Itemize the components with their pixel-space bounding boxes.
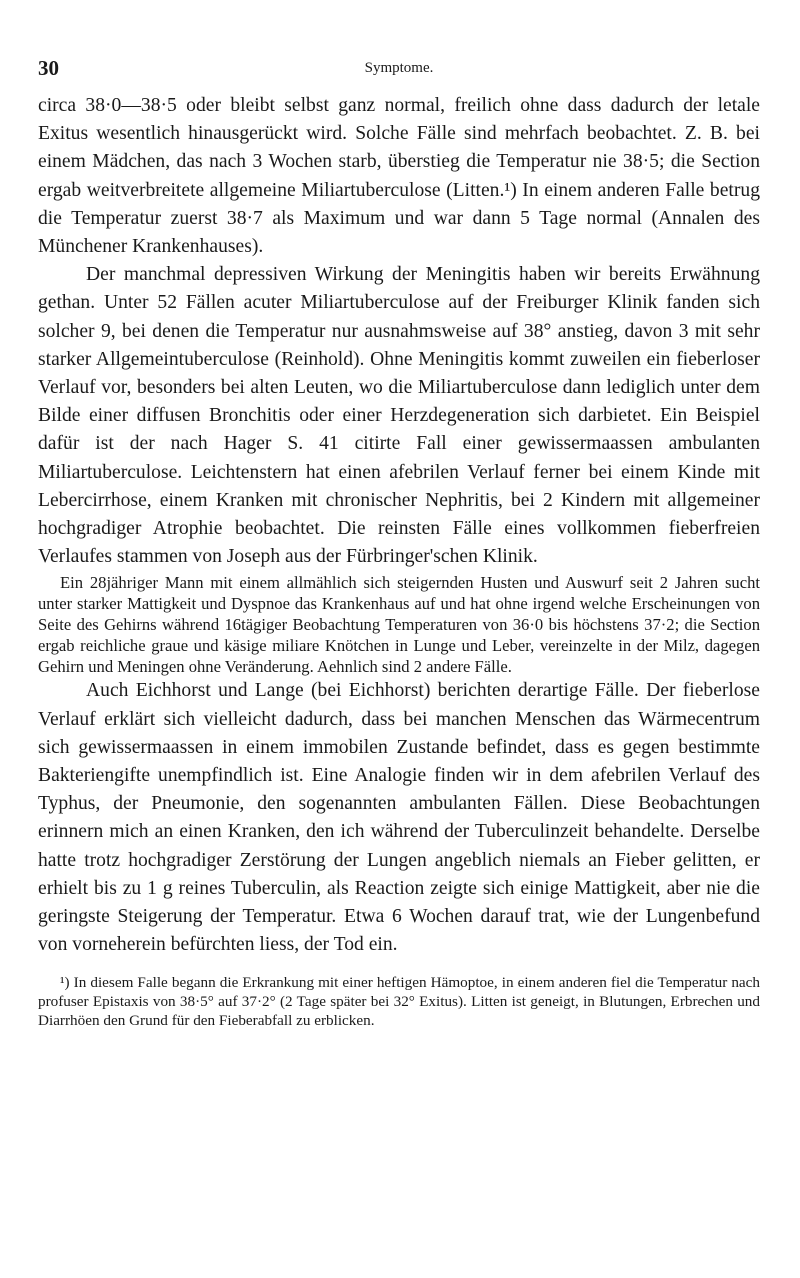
paragraph-3: Auch Eichhorst und Lange (bei Eichhorst) berichten derartige Fälle. Der fieberlose Verlauf erklärt sich vielleicht dadurch, dass bei manchen Menschen das Wärmecentrum sich gewissermaassen in einem immobilen Zustande befindet, dass es gegen bestimmte Bakteriengifte unempfindlich ist. Eine Analogie finden wir in dem afebrilen Verlauf des Typhus, der Pneumonie, den sogenannten ambulanten Fällen. Diese Beobachtungen erinnern mich an einen Kranken, den ich während der Tuberculinzeit behandelte. Derselbe hatte trotz hochgradiger Zerstörung der Lungen angeblich niemals an Fieber gelitten, er erhielt bis zu 1 g reines Tuberculin, als Reaction zeigte sich einige Mattigkeit, aber nie die geringste Steigerung der Temperatur. Etwa 6 Wochen darauf trat, wie der Lungenbefund von vorneherein befürchten liess, der Tod ein. <box>38 680 760 956</box>
footnote: ¹) In diesem Falle begann die Erkrankung mit einer heftigen Hämoptoe, in einem anderen fiel die Temperatur nach profuser Epistaxis von 38·5° auf 37·2° (2 Tage später bei 32° Exitus). Litten ist geneigt, in Blutungen, Erbrechen und Diarrhöen den Grund für den Fieberabfall zu erblicken. <box>38 974 760 1030</box>
book-page <box>38 56 760 1030</box>
body-text <box>38 92 760 959</box>
paragraph-2: Der manchmal depressiven Wirkung der Meningitis haben wir bereits Erwähnung gethan. Unter 52 Fällen acuter Miliartuberculose auf der Freiburger Klinik fanden sich solcher 9, bei denen die Temperatur nur ausnahmsweise auf 38° anstieg, davon 3 mit sehr starker Allgemeintuberculose (Reinhold). Ohne Meningitis kommt zuweilen ein fieberloser Verlauf vor, besonders bei alten Leuten, wo die Miliartuberculose dann lediglich unter dem Bilde einer diffusen Bronchitis oder einer Herzdegeneration sich darbietet. Ein Beispiel dafür ist der nach Hager S. 41 citirte Fall einer gewissermaassen ambulanten Miliartuberculose. Leichtenstern hat einen afebrilen Verlauf ferner bei einem Kinde mit Lebercirrhose, einem Kranken mit chronischer Nephritis, bei 2 Kindern mit allgemeiner hochgradiger Atrophie beobachtet. Die reinsten Fälle eines vollkommen fieberfreien Verlaufes stammen von Joseph aus der Fürbringer'schen Klinik. <box>38 264 760 568</box>
running-title: Symptome. <box>364 60 434 76</box>
case-report: Ein 28jähriger Mann mit einem allmählich sich steigernden Husten und Auswurf seit 2 Jahren sucht unter starker Mattigkeit und Dyspnoe das Krankenhaus auf und hat ohne irgend welche Erscheinungen von Seite des Gehirns während 16tägiger Beobachtung Temperaturen von 36·0 bis höchstens 37·2; die Section ergab reichliche graue und käsige miliare Knötchen in Lunge und Leber, vereinzelte in der Milz, dagegen Gehirn und Meningen ohne Veränderung. Aehnlich sind 2 andere Fälle. <box>38 573 760 676</box>
page-header <box>38 56 760 92</box>
page-number: 30 <box>38 56 59 80</box>
paragraph-1: circa 38·0—38·5 oder bleibt selbst ganz normal, freilich ohne dass dadurch der letale Exitus wesentlich hinausgerückt wird. Solche Fälle sind mehrfach beobachtet. Z. B. bei einem Mädchen, das nach 3 Wochen starb, überstieg die Temperatur nie 38·5; die Section ergab weitverbreitete allgemeine Miliartuberculose (Litten.¹) In einem anderen Falle betrug die Temperatur zuerst 38·7 als Maximum und war dann 5 Tage normal (Annalen des Münchener Krankenhauses). <box>38 95 760 258</box>
